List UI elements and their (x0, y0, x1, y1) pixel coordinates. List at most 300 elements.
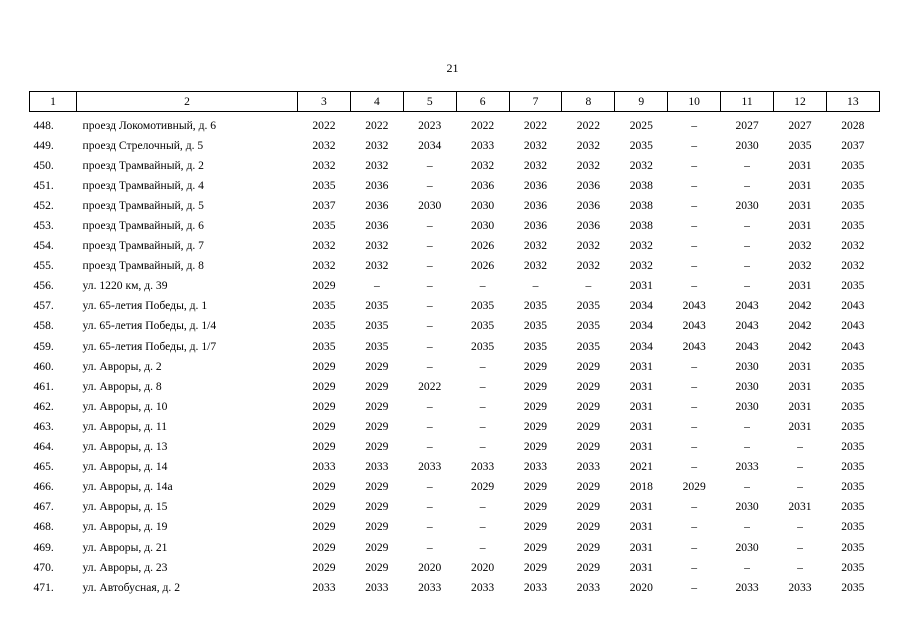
column-header: 9 (615, 92, 668, 112)
year-cell: – (797, 480, 803, 494)
year-cell: 2032 (629, 259, 653, 273)
table-row (30, 276, 880, 296)
year-cell: 2033 (418, 460, 442, 474)
year-cell: 2029 (365, 359, 389, 373)
year-cell: – (426, 259, 433, 273)
address-cell: ул. 65-летия Победы, д. 1/4 (82, 319, 217, 333)
row-number: 463. (33, 419, 54, 433)
year-cell: – (479, 379, 486, 393)
row-number: 461. (33, 379, 54, 393)
year-cell: 2031 (629, 560, 653, 574)
year-cell: 2035 (576, 319, 600, 333)
table-row (30, 296, 880, 316)
year-cell: 2032 (841, 239, 865, 253)
year-cell: – (691, 259, 698, 273)
year-cell: – (691, 178, 698, 192)
row-number: 451. (33, 178, 54, 192)
year-cell: 2035 (471, 339, 495, 353)
year-cell: 2029 (312, 540, 336, 554)
year-cell: 2021 (629, 460, 653, 474)
year-cell: 2043 (841, 299, 865, 313)
year-cell: 2032 (365, 259, 389, 273)
schedule-table (29, 91, 880, 597)
year-cell: 2032 (629, 158, 653, 172)
year-cell: 2033 (365, 460, 389, 474)
address-cell: ул. Авроры, д. 14а (82, 480, 173, 494)
year-cell: 2032 (523, 239, 548, 253)
year-cell: – (691, 138, 698, 152)
year-cell: 2020 (629, 580, 653, 594)
year-cell: 2029 (471, 480, 495, 494)
year-cell: – (479, 419, 486, 433)
address-cell: проезд Трамвайный, д. 5 (82, 198, 204, 212)
year-cell: 2038 (629, 178, 653, 192)
year-cell: 2042 (788, 319, 812, 333)
table-body (30, 112, 880, 598)
year-cell: 2034 (418, 138, 442, 152)
year-cell: 2032 (365, 138, 389, 152)
table-row (30, 155, 880, 175)
year-cell: 2030 (471, 198, 495, 212)
address-cell: ул. Авроры, д. 11 (82, 419, 168, 433)
year-cell: 2029 (576, 440, 600, 454)
year-cell: 2034 (629, 299, 653, 313)
year-cell: 2026 (471, 259, 495, 273)
year-cell: – (691, 419, 698, 433)
year-cell: 2032 (523, 158, 548, 172)
column-header: 2 (77, 92, 298, 112)
year-cell: 2036 (576, 198, 600, 212)
year-cell: – (744, 158, 750, 172)
year-cell: 2029 (523, 399, 548, 413)
year-cell: 2031 (629, 500, 653, 514)
address-cell: проезд Локомотивный, д. 6 (82, 118, 217, 132)
year-cell: 2029 (576, 560, 600, 574)
column-header: 8 (562, 92, 615, 112)
year-cell: 2032 (788, 239, 812, 253)
year-cell: 2031 (788, 219, 812, 233)
year-cell: 2029 (365, 419, 389, 433)
row-number: 464. (33, 440, 54, 454)
year-cell: 2036 (523, 178, 548, 192)
year-cell: 2035 (576, 339, 600, 353)
row-number: 455. (33, 259, 54, 273)
year-cell: 2030 (735, 198, 759, 212)
year-cell: 2035 (365, 319, 389, 333)
row-number: 465. (33, 460, 54, 474)
year-cell: 2034 (629, 319, 653, 333)
year-cell: 2029 (312, 379, 336, 393)
year-cell: 2043 (682, 319, 706, 333)
year-cell: 2035 (841, 440, 865, 454)
year-cell: – (426, 480, 433, 494)
column-header: 3 (298, 92, 351, 112)
address-cell: проезд Трамвайный, д. 8 (82, 259, 204, 273)
year-cell: – (744, 259, 750, 273)
year-cell: 2030 (735, 399, 759, 413)
year-cell: – (691, 379, 698, 393)
year-cell: 2031 (629, 279, 653, 293)
year-cell: 2035 (841, 480, 865, 494)
year-cell: 2035 (841, 419, 865, 433)
year-cell: 2037 (312, 198, 336, 212)
year-cell: – (691, 540, 698, 554)
table-row (30, 336, 880, 356)
row-number: 459. (33, 339, 54, 353)
year-cell: 2029 (312, 500, 336, 514)
year-cell: 2032 (312, 158, 336, 172)
table-row (30, 316, 880, 336)
table-row (30, 537, 880, 557)
column-header: 4 (350, 92, 403, 112)
year-cell: 2036 (576, 219, 600, 233)
year-cell: 2032 (576, 259, 600, 273)
year-cell: 2035 (841, 359, 865, 373)
year-cell: 2029 (312, 279, 336, 293)
row-number: 468. (33, 520, 54, 534)
year-cell: – (426, 279, 433, 293)
year-cell: – (426, 158, 433, 172)
year-cell: 2029 (312, 560, 336, 574)
page-number: 21 (446, 61, 459, 75)
year-cell: – (426, 239, 433, 253)
year-cell: – (426, 339, 433, 353)
year-cell: – (426, 319, 433, 333)
year-cell: – (691, 279, 698, 293)
year-cell: – (426, 219, 433, 233)
year-cell: 2032 (841, 259, 865, 273)
address-cell: проезд Трамвайный, д. 7 (82, 239, 204, 253)
year-cell: 2032 (576, 239, 600, 253)
year-cell: 2029 (365, 560, 389, 574)
year-cell: 2027 (788, 118, 812, 132)
year-cell: 2043 (682, 339, 706, 353)
year-cell: – (797, 540, 803, 554)
year-cell: 2035 (523, 319, 548, 333)
year-cell: – (797, 440, 803, 454)
table-row (30, 577, 880, 597)
address-cell: ул. Автобусная, д. 2 (82, 580, 181, 594)
year-cell: 2035 (841, 520, 865, 534)
year-cell: 2030 (735, 540, 759, 554)
year-cell: – (426, 540, 433, 554)
address-cell: ул. Авроры, д. 13 (82, 440, 168, 454)
year-cell: – (691, 580, 698, 594)
year-cell: 2035 (312, 319, 336, 333)
year-cell: – (744, 560, 750, 574)
table-row (30, 215, 880, 235)
table-row (30, 175, 880, 195)
address-cell: ул. Авроры, д. 19 (82, 520, 168, 534)
year-cell: 2036 (365, 219, 389, 233)
address-cell: ул. 1220 км, д. 39 (82, 279, 168, 293)
year-cell: 2027 (735, 118, 759, 132)
row-number: 467. (33, 500, 54, 514)
year-cell: 2031 (788, 399, 812, 413)
year-cell: – (426, 500, 433, 514)
year-cell: 2031 (788, 359, 812, 373)
year-cell: 2033 (471, 138, 495, 152)
year-cell: 2033 (523, 580, 548, 594)
year-cell: 2032 (365, 158, 389, 172)
year-cell: 2026 (471, 239, 495, 253)
year-cell: – (691, 399, 698, 413)
year-cell: – (744, 219, 750, 233)
year-cell: 2043 (841, 339, 865, 353)
year-cell: 2030 (735, 359, 759, 373)
year-cell: 2043 (682, 299, 706, 313)
row-number: 454. (33, 239, 54, 253)
year-cell: 2029 (523, 359, 548, 373)
year-cell: 2033 (735, 580, 759, 594)
year-cell: 2034 (629, 339, 653, 353)
address-cell: ул. Авроры, д. 15 (82, 500, 168, 514)
year-cell: 2029 (576, 520, 600, 534)
year-cell: – (744, 279, 750, 293)
year-cell: 2030 (735, 500, 759, 514)
address-cell: ул. Авроры, д. 14 (82, 460, 168, 474)
year-cell: – (426, 399, 433, 413)
year-cell: – (691, 460, 698, 474)
year-cell: 2029 (365, 540, 389, 554)
table-row (30, 477, 880, 497)
year-cell: 2029 (523, 540, 548, 554)
year-cell: 2033 (576, 460, 600, 474)
year-cell: 2023 (418, 118, 442, 132)
year-cell: 2029 (523, 419, 548, 433)
year-cell: 2030 (418, 198, 442, 212)
year-cell: – (585, 279, 592, 293)
table-row (30, 437, 880, 457)
address-cell: ул. 65-летия Победы, д. 1/7 (82, 339, 217, 353)
year-cell: 2029 (523, 480, 548, 494)
year-cell: 2035 (841, 460, 865, 474)
row-number: 453. (33, 219, 54, 233)
year-cell: 2029 (576, 480, 600, 494)
year-cell: – (479, 399, 486, 413)
year-cell: 2030 (735, 379, 759, 393)
year-cell: 2031 (629, 520, 653, 534)
year-cell: 2035 (312, 178, 336, 192)
year-cell: 2029 (682, 480, 706, 494)
year-cell: – (744, 239, 750, 253)
year-cell: – (691, 118, 698, 132)
address-cell: ул. Авроры, д. 2 (82, 359, 162, 373)
year-cell: – (479, 279, 486, 293)
year-cell: 2032 (523, 138, 548, 152)
year-cell: 2022 (523, 118, 548, 132)
address-cell: проезд Трамвайный, д. 6 (82, 219, 204, 233)
year-cell: 2018 (629, 480, 653, 494)
row-number: 458. (33, 319, 54, 333)
year-cell: – (426, 299, 433, 313)
row-number: 449. (33, 138, 54, 152)
year-cell: 2028 (841, 118, 865, 132)
year-cell: 2035 (312, 299, 336, 313)
table-row (30, 376, 880, 396)
year-cell: 2029 (365, 520, 389, 534)
year-cell: 2030 (471, 219, 495, 233)
year-cell: 2032 (576, 158, 600, 172)
year-cell: 2025 (629, 118, 653, 132)
year-cell: 2042 (788, 299, 812, 313)
year-cell: 2035 (312, 219, 336, 233)
row-number: 457. (33, 299, 54, 313)
year-cell: 2035 (841, 580, 865, 594)
year-cell: 2035 (841, 560, 865, 574)
year-cell: 2029 (523, 520, 548, 534)
year-cell: 2031 (629, 419, 653, 433)
column-header: 5 (403, 92, 456, 112)
address-cell: ул. Авроры, д. 21 (82, 540, 168, 554)
year-cell: 2035 (841, 540, 865, 554)
year-cell: 2029 (523, 440, 548, 454)
year-cell: – (373, 279, 380, 293)
year-cell: 2032 (312, 259, 336, 273)
year-cell: 2031 (788, 419, 812, 433)
year-cell: 2022 (418, 379, 442, 393)
year-cell: 2031 (629, 440, 653, 454)
year-cell: – (426, 419, 433, 433)
year-cell: 2033 (523, 460, 548, 474)
table-row (30, 135, 880, 155)
row-number: 456. (33, 279, 54, 293)
year-cell: – (479, 359, 486, 373)
year-cell: 2035 (523, 339, 548, 353)
year-cell: – (479, 440, 486, 454)
row-number: 466. (33, 480, 54, 494)
column-header: 7 (509, 92, 562, 112)
year-cell: 2029 (576, 500, 600, 514)
year-cell: 2022 (471, 118, 495, 132)
year-cell: 2031 (788, 158, 812, 172)
year-cell: 2029 (312, 520, 336, 534)
year-cell: 2035 (841, 198, 865, 212)
year-cell: 2036 (471, 178, 495, 192)
year-cell: – (797, 460, 803, 474)
column-header: 10 (668, 92, 721, 112)
year-cell: 2029 (523, 500, 548, 514)
column-header: 1 (30, 92, 77, 112)
table-row (30, 112, 880, 136)
year-cell: 2029 (365, 379, 389, 393)
address-cell: ул. Авроры, д. 23 (82, 560, 168, 574)
year-cell: 2035 (365, 299, 389, 313)
year-cell: – (797, 560, 803, 574)
address-cell: ул. 65-летия Победы, д. 1 (82, 299, 208, 313)
year-cell: – (426, 359, 433, 373)
table-row (30, 557, 880, 577)
year-cell: 2038 (629, 198, 653, 212)
year-cell: 2035 (788, 138, 812, 152)
row-number: 469. (33, 540, 54, 554)
year-cell: 2032 (312, 239, 336, 253)
year-cell: 2029 (576, 540, 600, 554)
year-cell: 2022 (365, 118, 389, 132)
year-cell: 2035 (841, 178, 865, 192)
year-cell: 2030 (735, 138, 759, 152)
row-number: 460. (33, 359, 54, 373)
year-cell: 2029 (365, 399, 389, 413)
year-cell: – (691, 219, 698, 233)
address-cell: ул. Авроры, д. 10 (82, 399, 168, 413)
year-cell: – (691, 560, 698, 574)
year-cell: 2043 (735, 339, 759, 353)
year-cell: 2035 (841, 279, 865, 293)
year-cell: 2029 (523, 560, 548, 574)
year-cell: 2035 (471, 299, 495, 313)
year-cell: – (744, 480, 750, 494)
year-cell: 2035 (576, 299, 600, 313)
year-cell: – (426, 178, 433, 192)
year-cell: 2022 (576, 118, 600, 132)
year-cell: 2031 (788, 500, 812, 514)
year-cell: 2043 (735, 299, 759, 313)
table-row (30, 256, 880, 276)
table-row (30, 356, 880, 376)
column-header: 12 (774, 92, 827, 112)
year-cell: 2036 (365, 178, 389, 192)
year-cell: 2029 (576, 379, 600, 393)
address-cell: проезд Трамвайный, д. 4 (82, 178, 204, 192)
year-cell: – (744, 520, 750, 534)
year-cell: – (479, 540, 486, 554)
year-cell: 2035 (523, 299, 548, 313)
year-cell: – (691, 500, 698, 514)
year-cell: 2043 (841, 319, 865, 333)
address-cell: ул. Авроры, д. 8 (82, 379, 162, 393)
year-cell: 2031 (788, 198, 812, 212)
year-cell: 2033 (312, 580, 336, 594)
year-cell: 2038 (629, 219, 653, 233)
year-cell: 2032 (471, 158, 495, 172)
year-cell: 2042 (788, 339, 812, 353)
year-cell: 2035 (841, 158, 865, 172)
year-cell: 2033 (312, 460, 336, 474)
year-cell: 2033 (418, 580, 442, 594)
year-cell: 2032 (523, 259, 548, 273)
table-row (30, 457, 880, 477)
year-cell: 2036 (576, 178, 600, 192)
year-cell: – (744, 440, 750, 454)
table-row (30, 517, 880, 537)
table-row (30, 195, 880, 215)
year-cell: – (691, 440, 698, 454)
year-cell: 2032 (788, 259, 812, 273)
year-cell: 2031 (629, 379, 653, 393)
year-cell: – (691, 158, 698, 172)
year-cell: 2035 (312, 339, 336, 353)
column-header: 6 (456, 92, 509, 112)
year-cell: – (797, 520, 803, 534)
year-cell: 2037 (841, 138, 865, 152)
year-cell: 2029 (312, 399, 336, 413)
year-cell: – (744, 419, 750, 433)
year-cell: 2031 (788, 279, 812, 293)
year-cell: 2031 (629, 359, 653, 373)
year-cell: 2029 (576, 359, 600, 373)
year-cell: 2036 (365, 198, 389, 212)
table-row (30, 236, 880, 256)
year-cell: 2043 (735, 319, 759, 333)
year-cell: 2029 (523, 379, 548, 393)
year-cell: 2033 (365, 580, 389, 594)
year-cell: – (691, 520, 698, 534)
row-number: 452. (33, 198, 54, 212)
row-number: 471. (33, 580, 54, 594)
year-cell: 2035 (629, 138, 653, 152)
year-cell: 2032 (365, 239, 389, 253)
